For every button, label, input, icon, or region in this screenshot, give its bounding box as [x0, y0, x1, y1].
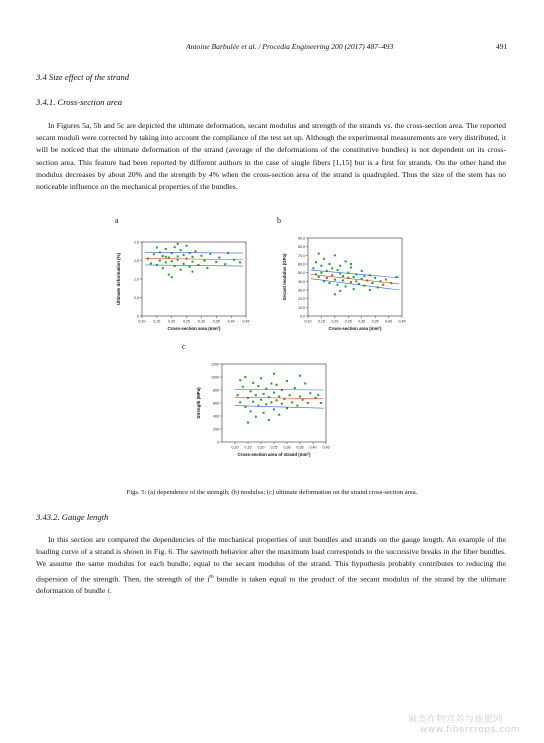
data-point: [283, 398, 285, 400]
data-point: [331, 267, 333, 269]
data-point: [339, 265, 341, 267]
data-point: [296, 405, 298, 407]
data-point: [168, 257, 170, 259]
data-point: [215, 261, 217, 263]
data-point: [299, 375, 301, 377]
data-point: [289, 394, 291, 396]
x-tick-label: 0,15: [244, 445, 252, 450]
data-point: [374, 277, 376, 279]
y-tick-label: 1000: [211, 375, 219, 380]
data-point: [337, 269, 339, 271]
y-tick-label: 40,0: [298, 279, 305, 284]
data-point: [180, 249, 182, 251]
data-point: [328, 282, 330, 284]
data-point: [361, 278, 363, 280]
y-tick-label: 20,0: [298, 297, 305, 302]
y-tick-label: 1200: [211, 362, 219, 367]
gauge-period: .: [109, 586, 112, 596]
y-tick-label: 400: [213, 414, 219, 419]
gauge-superscript: th: [209, 573, 214, 580]
data-point: [242, 386, 244, 388]
data-point: [328, 263, 330, 265]
x-tick-label: 0,25: [344, 319, 352, 324]
data-point: [263, 412, 265, 414]
running-header: [0, 42, 544, 54]
x-tick-label: 0,15: [153, 319, 161, 324]
data-point: [247, 422, 249, 424]
data-point: [239, 379, 241, 381]
y-axis-label: Ultimate deformation (%): [116, 253, 121, 305]
data-point: [302, 399, 304, 401]
x-tick-label: 0,10: [304, 319, 312, 324]
x-tick-label: 0,40: [385, 319, 393, 324]
x-tick-label: 0,45: [242, 319, 250, 324]
chart-c-strength: [192, 358, 332, 469]
chart-b-secant-modulus: [278, 232, 408, 343]
x-axis-label: Cross-section area (mm²): [167, 326, 221, 331]
data-point: [194, 250, 196, 252]
data-point: [255, 416, 257, 418]
data-point: [273, 392, 275, 394]
chart-b-svg: [278, 232, 408, 338]
data-point: [150, 262, 152, 264]
y-tick-label: 50,0: [298, 271, 305, 276]
data-point: [252, 401, 254, 403]
data-point: [237, 394, 239, 396]
data-point: [318, 253, 320, 255]
y-tick-label: 1,5: [134, 259, 139, 263]
x-axis-label: Cross-section area of strand (mm²): [237, 452, 311, 457]
data-point: [165, 261, 167, 263]
section-heading-3-4: 3.4 Size effect of the strand: [36, 72, 130, 82]
data-point: [260, 399, 262, 401]
data-point: [268, 419, 270, 421]
data-point: [371, 282, 373, 284]
data-point: [183, 254, 185, 256]
data-point: [177, 243, 179, 245]
data-point: [291, 401, 293, 403]
data-point: [278, 396, 280, 398]
data-point: [334, 293, 336, 295]
y-tick-label: 0,5: [134, 296, 139, 300]
data-point: [159, 260, 161, 262]
data-point: [244, 376, 246, 378]
data-point: [180, 269, 182, 271]
data-point: [299, 396, 301, 398]
y-tick-label: 80,0: [298, 245, 305, 250]
y-tick-label: 30,0: [298, 288, 305, 293]
panel-label-c: c: [182, 342, 186, 351]
data-point: [294, 387, 296, 389]
data-point: [281, 403, 283, 405]
data-point: [318, 276, 320, 278]
data-point: [218, 257, 220, 259]
x-tick-label: 0,10: [231, 445, 239, 450]
x-tick-label: 0,45: [398, 319, 406, 324]
chart-c-svg: [192, 358, 332, 464]
data-point: [309, 392, 311, 394]
data-point: [345, 260, 347, 262]
data-point: [162, 267, 164, 269]
x-tick-label: 0,45: [322, 445, 330, 450]
data-point: [252, 382, 254, 384]
data-point: [265, 403, 267, 405]
data-point: [171, 276, 173, 278]
data-point: [286, 407, 288, 409]
paragraph-gauge-length: [36, 534, 506, 598]
data-point: [286, 380, 288, 382]
data-point: [206, 267, 208, 269]
data-point: [361, 270, 363, 272]
gauge-text-1: In this section are compared the dependencies of the mechanical properties of unit bundles and strands on the gauge length. An example of the loading curve of a strand is shown in Fig. 6. The sawtooth behavior after the maximum load corresponds to the successive breaks in the fiber bundles. We assume the same modulus for each bundle, equal to the secant modulus of the strand. This hypothesis probably contributes to reducing the dispersion of the strength. Then, the strength of the i: [36, 535, 506, 584]
x-tick-label: 0,30: [197, 319, 205, 324]
data-point: [369, 289, 371, 291]
data-point: [171, 260, 173, 262]
data-point: [192, 271, 194, 273]
data-point: [174, 246, 176, 248]
data-point: [257, 385, 259, 387]
data-point: [304, 383, 306, 385]
paragraph-cross-section: In Figures 5a, 5b and 5c are depicted the ultimate deformation, secant modulus and strength of the strands vs. the cross-section area. The reported secant moduli were corrected by taking into account the compliance of the test set up. Although the experimental measurements are very distributed, it will be noticed that the ultimate deformation of the strand (average of the deformations of the constitutive bundles) is not dependent on its cross-section area. This feature had been reported by different authors in the case of single fibers [1,15] but is a first for strands. On the other hand the modulus decreases by about 20% and the strength by 4% when the cross-section area of the strand is quadrupled. Thus the size of the stem has no noticeable influence on the mechanical properties of the bundles.: [36, 121, 506, 192]
data-point: [192, 256, 194, 258]
y-tick-label: 0: [217, 440, 219, 445]
data-point: [350, 281, 352, 283]
gauge-italic-i: i: [107, 586, 110, 596]
data-point: [382, 284, 384, 286]
x-tick-label: 0,25: [183, 319, 191, 324]
data-point: [250, 390, 252, 392]
data-point: [307, 402, 309, 404]
data-point: [276, 399, 278, 401]
x-tick-label: 0,35: [296, 445, 304, 450]
panel-label-b: b: [277, 216, 281, 225]
data-point: [345, 286, 347, 288]
data-point: [192, 261, 194, 263]
data-point: [239, 261, 241, 263]
x-tick-label: 0,25: [270, 445, 278, 450]
data-point: [203, 260, 205, 262]
x-tick-label: 0,35: [371, 319, 379, 324]
data-point: [353, 276, 355, 278]
data-point: [239, 401, 241, 403]
data-point: [200, 255, 202, 257]
y-tick-label: 800: [213, 388, 219, 393]
data-point: [350, 263, 352, 265]
data-point: [315, 261, 317, 263]
data-point: [177, 255, 179, 257]
x-tick-label: 0,30: [283, 445, 291, 450]
data-point: [186, 245, 188, 247]
data-point: [278, 414, 280, 416]
x-tick-label: 0,40: [227, 319, 235, 324]
x-tick-label: 0,40: [309, 445, 317, 450]
y-tick-label: 2,0: [134, 240, 139, 245]
data-point: [153, 253, 155, 255]
watermark-url: www.fibercrops.com: [420, 725, 520, 735]
data-point: [168, 274, 170, 276]
page-number: 491: [496, 42, 508, 51]
x-tick-label: 0,20: [331, 319, 339, 324]
y-tick-label: 600: [213, 401, 219, 406]
y-tick-label: 90,0: [298, 236, 305, 241]
data-point: [342, 275, 344, 277]
y-tick-label: 10,0: [298, 305, 305, 310]
figure-caption: Figs. 5: (a) dependence of the strength; (b) modulus; (c) ultimate deformation on the strand cross-section area.: [126, 489, 418, 496]
data-point: [273, 409, 275, 411]
panel-label-a: a: [115, 216, 119, 225]
data-point: [273, 373, 275, 375]
plot-frame: [222, 364, 326, 442]
data-point: [326, 277, 328, 279]
section-heading-3-4-1: 3.4.1. Cross-section area: [36, 97, 123, 107]
x-tick-label: 0,30: [358, 319, 366, 324]
data-point: [334, 254, 336, 256]
y-tick-label: 70,0: [298, 253, 305, 258]
data-point: [385, 279, 387, 281]
data-point: [263, 393, 265, 395]
y-tick-label: 200: [213, 427, 219, 432]
data-point: [334, 279, 336, 281]
chart-a-svg: [112, 236, 252, 338]
y-tick-label: 0,0: [300, 314, 305, 319]
x-tick-label: 0,35: [212, 319, 220, 324]
data-point: [276, 384, 278, 386]
watermark-cn: 麻类作物营养与施肥网: [408, 715, 504, 725]
data-point: [165, 248, 167, 250]
data-point: [353, 288, 355, 290]
y-axis-label: Strength (MPa): [196, 387, 201, 419]
data-point: [165, 256, 167, 258]
data-point: [337, 284, 339, 286]
data-point: [312, 267, 314, 269]
data-point: [224, 263, 226, 265]
data-point: [355, 280, 357, 282]
gauge-text-2: bundle is taken equal to the product of the secant modulus of the strand by the ultimate deformation of bundle: [36, 574, 506, 596]
data-point: [342, 279, 344, 281]
chart-a-ultimate-deformation: [112, 236, 252, 343]
x-axis-label: Cross-section area (mm²): [328, 326, 382, 331]
data-point: [260, 377, 262, 379]
y-tick-label: 0: [137, 314, 139, 319]
data-point: [281, 389, 283, 391]
data-point: [147, 258, 149, 260]
data-point: [189, 266, 191, 268]
data-point: [255, 394, 257, 396]
x-tick-label: 0,10: [138, 319, 146, 324]
x-tick-label: 0,20: [257, 445, 265, 450]
data-point: [363, 275, 365, 277]
data-point: [320, 272, 322, 274]
y-axis-label: Secant modulus (GPa): [282, 253, 287, 301]
data-point: [156, 247, 158, 249]
data-point: [339, 290, 341, 292]
data-point: [162, 255, 164, 257]
data-point: [350, 266, 352, 268]
section-heading-3-43-2: 3.43.2. Gauge length: [36, 512, 109, 522]
data-point: [270, 401, 272, 403]
data-point: [320, 265, 322, 267]
data-point: [183, 263, 185, 265]
y-tick-label: 60,0: [298, 262, 305, 267]
running-head: Antoine Barbulée et al. / Procedia Engineering 200 (2017) 487–493: [186, 42, 394, 51]
x-tick-label: 0,15: [317, 319, 325, 324]
data-point: [270, 383, 272, 385]
data-point: [250, 410, 252, 412]
data-point: [317, 394, 319, 396]
data-point: [331, 274, 333, 276]
data-point: [323, 258, 325, 260]
data-point: [320, 402, 322, 404]
y-tick-label: 1,0: [134, 277, 139, 282]
x-tick-label: 0,20: [168, 319, 176, 324]
